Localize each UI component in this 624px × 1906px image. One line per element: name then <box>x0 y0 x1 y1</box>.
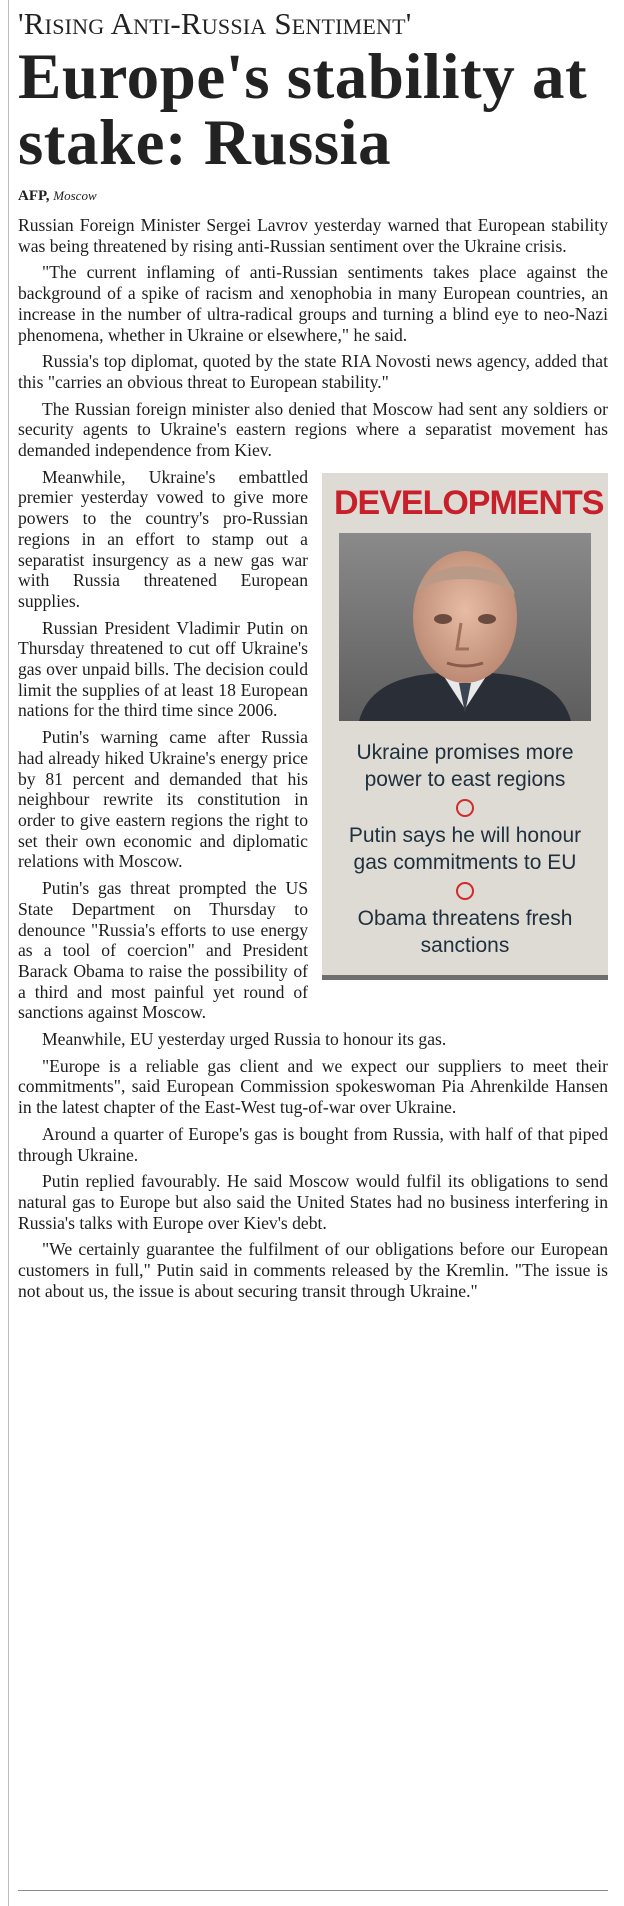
paragraph: Russian President Vladimir Putin on Thursday threatened to cut off Ukraine's gas over unpaid bills. The decision could limit the supplies of at least 18 European nations for the third time since 2006. <box>18 617 308 721</box>
development-item: Putin says he will honour gas commitments to EU <box>348 823 582 874</box>
paragraph: Russia's top diplomat, quoted by the state RIA Novosti news agency, added that this "carries an obvious threat to European stability." <box>18 351 608 392</box>
development-item: Obama threatens fresh sanctions <box>357 906 573 957</box>
article-kicker: 'Rising Anti-Russia Sentiment' <box>18 6 412 41</box>
paragraph: Meanwhile, Ukraine's embattled premier yesterday vowed to give more powers to the country's pro-Russian regions in an effort to stamp out a separatist insurgency as a new gas war with Russia threatened European supplies. <box>18 466 308 611</box>
paragraph: "Europe is a reliable gas client and we expect our suppliers to meet their commitments", said European Commission spokeswoman Pia Ahrenkilde Hansen in the latest chapter of the East-West tug-of-war over Ukraine. <box>18 1055 608 1118</box>
paragraph: Putin's gas threat prompted the US State Department on Thursday to denounce "Russia's efforts to use energy as a tool of coercion" and President Barack Obama to raise the possibility of a third and most painful yet round of sanctions against Moscow. <box>18 878 308 1023</box>
article-body <box>18 215 608 1301</box>
paragraph: Russian Foreign Minister Sergei Lavrov yesterday warned that European stability was being threatened by rising anti-Russian sentiment over the Ukraine crisis. <box>18 215 608 256</box>
circle-outline-icon <box>456 799 474 817</box>
byline-place: Moscow <box>53 188 97 203</box>
development-item: Ukraine promises more power to east regions <box>356 740 574 791</box>
article-headline: Europe's stability at stake: Russia <box>18 41 588 179</box>
paragraph: Putin replied favourably. He said Moscow would fulfil its obligations to send natural gas to Europe but also said the United States had no business interfering in Russia's talks with Europe over Kiev's debt. <box>18 1171 608 1233</box>
paragraph: "The current inflaming of anti-Russian sentiments takes place against the background of a spike of racism and xenophobia in many European countries, an increase in the number of ultra-radical groups and turning a blind eye to neo-Nazi phenomena, whether in Ukraine or elsewhere," he said. <box>18 262 608 345</box>
byline-agency: AFP, <box>18 188 50 204</box>
bottom-rule <box>18 1890 608 1891</box>
byline <box>18 188 608 205</box>
circle-outline-icon <box>456 882 474 900</box>
column-rule <box>8 0 9 1906</box>
paragraph: The Russian foreign minister also denied that Moscow had sent any soldiers or security agents to Ukraine's eastern regions where a separatist movement has demanded independence from Kiev. <box>18 398 608 461</box>
paragraph: "We certainly guarantee the fulfilment of our obligations before our European customers in full," Putin said in comments released by the Kremlin. "The issue is not about us, the issue is about securing transit through Ukraine." <box>18 1239 608 1301</box>
article <box>18 6 608 1307</box>
portrait-image <box>339 533 591 721</box>
paragraph: Meanwhile, EU yesterday urged Russia to honour its gas. <box>42 1029 447 1050</box>
paragraph: Around a quarter of Europe's gas is bought from Russia, with half of that piped through Ukraine. <box>18 1123 608 1165</box>
developments-sidebar <box>322 473 608 980</box>
sidebar-title: DEVELOPMENTS <box>334 483 604 522</box>
paragraph: Putin's warning came after Russia had already hiked Ukraine's energy price by 81 percent and demanded that his neighbour rewrite its constitution in order to give eastern regions the right to set their own economic and diplomatic relations with Moscow. <box>18 727 308 872</box>
putin-photo <box>339 533 591 721</box>
